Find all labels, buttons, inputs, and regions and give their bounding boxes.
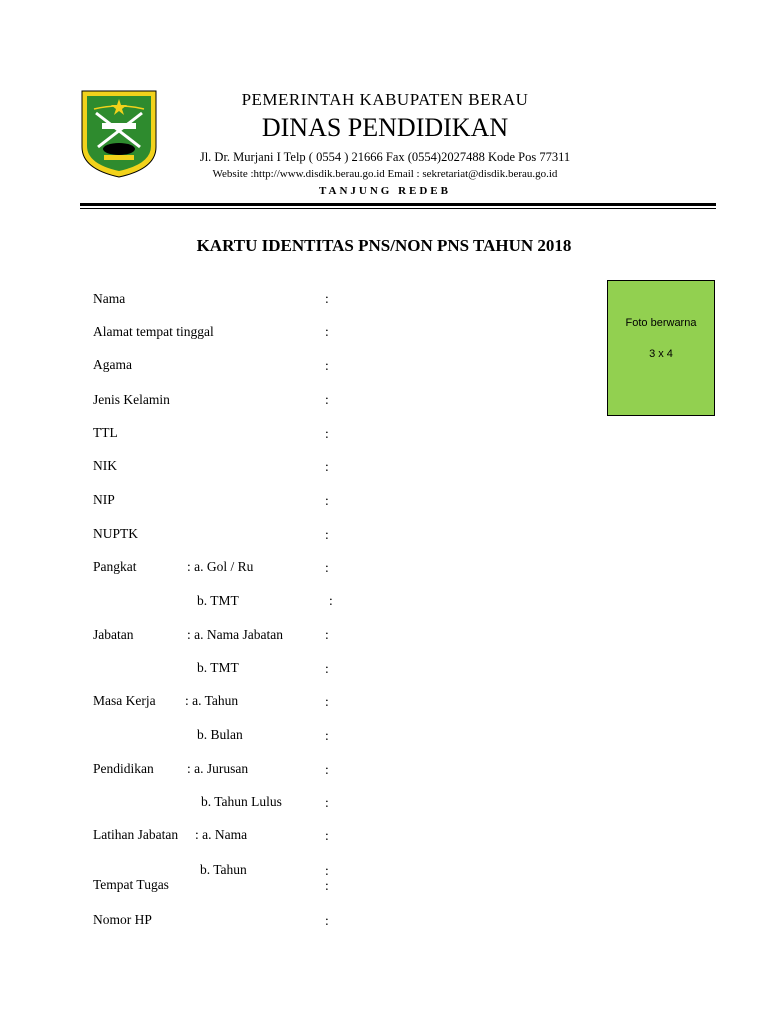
colon: : [325,527,329,542]
label-pangkat: Pangkat [93,559,137,574]
colon: : [325,291,329,306]
photo-size: 3 x 4 [649,348,673,360]
label-nik: NIK [93,458,117,473]
header-city: TANJUNG REDEB [318,185,451,197]
label-pangkat-gol: : a. Gol / Ru [187,559,254,574]
photo-placeholder [607,280,715,416]
label-ttl: TTL [93,425,118,440]
label-nomor-hp: Nomor HP [93,912,152,927]
header-website: Website :http://www.disdik.berau.go.id Email : sekretariat@disdik.berau.go.id [212,168,558,180]
colon: : [325,661,329,676]
label-latihan-jabatan: Latihan Jabatan [93,827,179,842]
header-divider-thin [80,208,716,209]
label-jabatan-tmt: b. TMT [197,660,239,675]
colon: : [325,560,329,575]
label-masa-kerja: Masa Kerja [93,693,156,708]
label-pendidikan: Pendidikan [93,761,154,776]
label-nip: NIP [93,492,115,507]
label-jenis-kelamin: Jenis Kelamin [93,392,170,407]
colon: : [325,392,329,407]
colon: : [325,913,329,928]
header-address: Jl. Dr. Murjani I Telp ( 0554 ) 21666 Fax (0554)2027488 Kode Pos 77311 [199,150,571,164]
colon: : [325,426,329,441]
label-agama: Agama [93,357,132,372]
berau-regency-emblem [80,89,158,179]
colon: : [325,762,329,777]
label-jabatan: Jabatan [93,627,134,642]
colon: : [325,627,329,642]
colon: : [325,694,329,709]
label-nama: Nama [93,291,126,306]
photo-label: Foto berwarna [625,317,697,329]
label-pendidikan-jurusan: : a. Jurusan [187,761,249,776]
label-pendidikan-tahun-lulus: b. Tahun Lulus [201,794,282,809]
label-alamat: Alamat tempat tinggal [93,324,214,339]
header-government: PEMERINTAH KABUPATEN BERAU [241,90,529,109]
label-latihan-nama: : a. Nama [195,827,248,842]
colon: : [325,878,329,893]
document-title: KARTU IDENTITAS PNS/NON PNS TAHUN 2018 [196,236,572,255]
label-nuptk: NUPTK [93,526,139,541]
colon: : [325,493,329,508]
colon: : [325,828,329,843]
colon: : [325,459,329,474]
colon: : [325,795,329,810]
colon: : [329,593,333,608]
label-tempat-tugas: Tempat Tugas [93,877,169,892]
colon: : [325,324,329,339]
label-masa-kerja-bulan: b. Bulan [197,727,243,742]
label-pangkat-tmt: b. TMT [197,593,239,608]
header-agency: DINAS PENDIDIKAN [261,113,509,142]
label-masa-kerja-tahun: : a. Tahun [185,693,239,708]
colon: : [325,863,329,878]
colon: : [325,728,329,743]
label-latihan-tahun: b. Tahun [200,862,247,877]
label-jabatan-nama: : a. Nama Jabatan [187,627,283,642]
colon: : [325,358,329,373]
header-divider-thick [80,203,716,206]
